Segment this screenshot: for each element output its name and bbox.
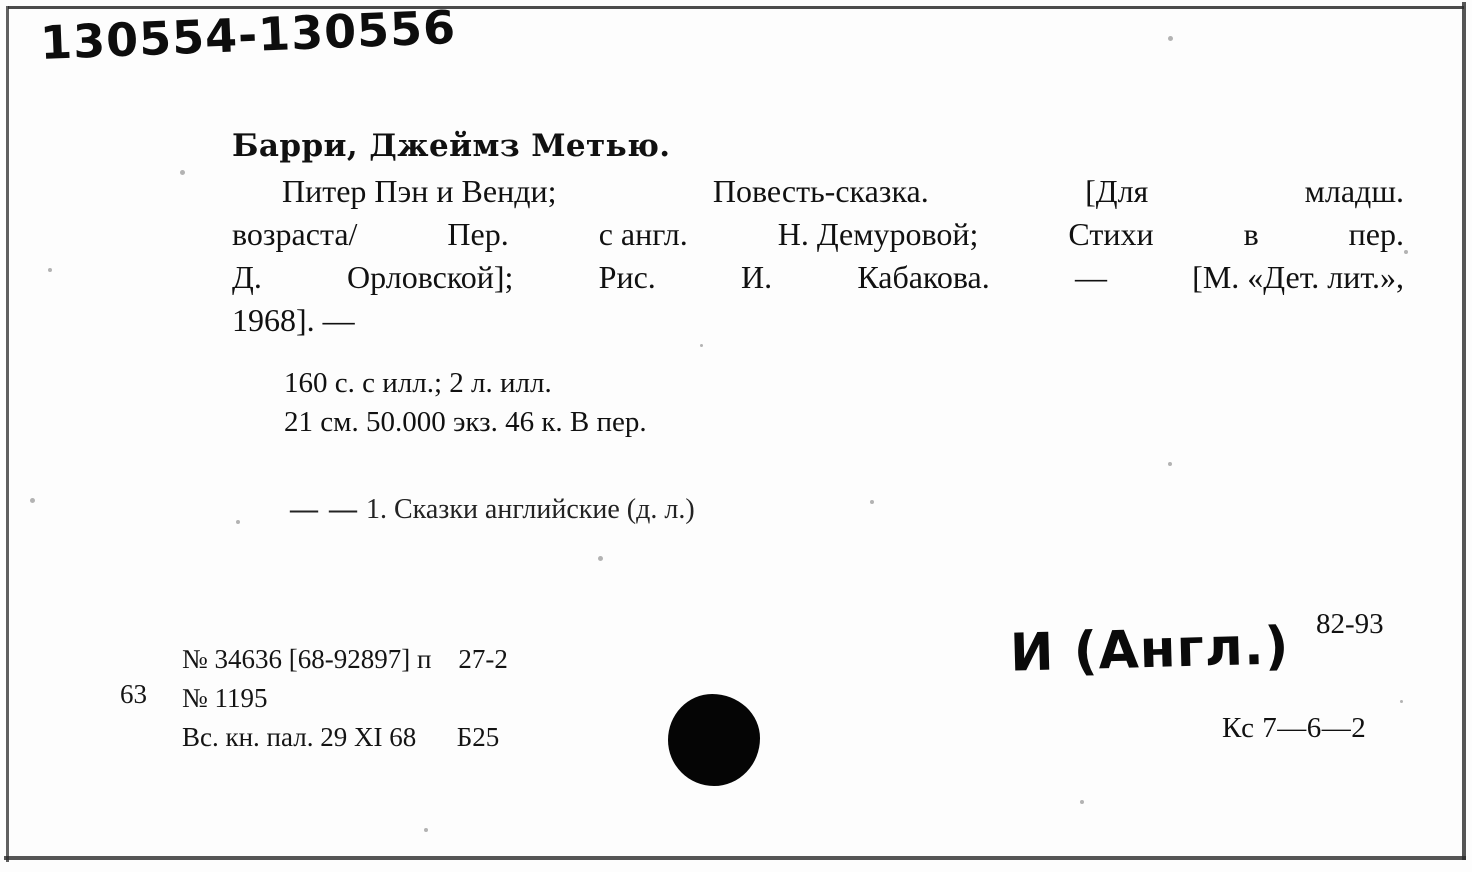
title-line (232, 170, 1404, 213)
title-line (232, 256, 1404, 299)
title-segment: пер. (1348, 215, 1404, 252)
title-segment: Повесть-сказка. (712, 173, 929, 209)
scan-speck (1080, 800, 1084, 804)
title-segment: Рис. (598, 258, 656, 295)
collation-line: 21 см. 50.000 экз. 46 к. В пер. (284, 405, 647, 438)
collation-block (284, 364, 1404, 442)
title-segment: [Для (1085, 173, 1149, 209)
tracing-dashes: — — (290, 493, 359, 525)
title-line (232, 299, 1404, 342)
ink-blot (668, 694, 760, 786)
title-statement (232, 170, 1404, 342)
card-edge-bottom (4, 856, 1466, 860)
control-line-3: Вс. кн. пал. 29 XI 68 Б25 (182, 722, 500, 753)
title-segment: И. (740, 258, 773, 295)
scan-speck (180, 170, 185, 175)
year-range: 82-93 (1316, 608, 1384, 640)
bibliographic-record (232, 128, 1404, 526)
title-segment: возраста/ (232, 215, 358, 252)
handwritten-class-mark: И (Англ.) (1009, 616, 1291, 684)
title-segment: Питер Пэн и Венди; (282, 173, 557, 209)
scan-speck (1404, 250, 1408, 254)
scan-speck (424, 828, 428, 832)
title-segment: Д. (232, 258, 262, 295)
shelf-mark: Кс 7—6—2 (1222, 712, 1367, 744)
scan-speck (1168, 36, 1173, 41)
scan-speck (30, 498, 35, 503)
title-line (232, 213, 1404, 256)
title-segment: Пер. (447, 215, 509, 252)
scan-speck (48, 268, 52, 272)
collation-line: 160 с. с илл.; 2 л. илл. (284, 366, 552, 399)
title-segment: младш. (1304, 173, 1404, 209)
title-segment: Н. Демуровой; (777, 215, 979, 252)
title-segment: 1968]. — (232, 301, 355, 338)
author-heading: Барри, Джеймз Метью. (232, 128, 671, 164)
title-segment: [М. «Дет. лит.», (1192, 258, 1404, 295)
title-segment: Кабакова. (857, 258, 990, 295)
control-line-2: № 1195 (182, 683, 268, 714)
title-segment: — (1074, 258, 1107, 295)
title-segment: в (1243, 215, 1259, 252)
scan-speck (1400, 700, 1403, 703)
accession-number: 130554-130556 (39, 0, 458, 70)
subject-heading: 1. Сказки английские (д. л.) (366, 493, 695, 525)
card-edge-right (1462, 2, 1466, 860)
control-line-1: № 34636 [68-92897] п 27-2 (182, 644, 508, 674)
control-row-number: 63 (120, 679, 147, 709)
title-segment: Орловской]; (347, 258, 514, 295)
control-numbers-block (120, 640, 508, 757)
subject-tracing (290, 494, 1404, 526)
title-segment: с англ. (598, 215, 688, 252)
scan-speck (598, 556, 603, 561)
title-segment: Стихи (1068, 215, 1154, 252)
card-edge-left (6, 6, 9, 862)
